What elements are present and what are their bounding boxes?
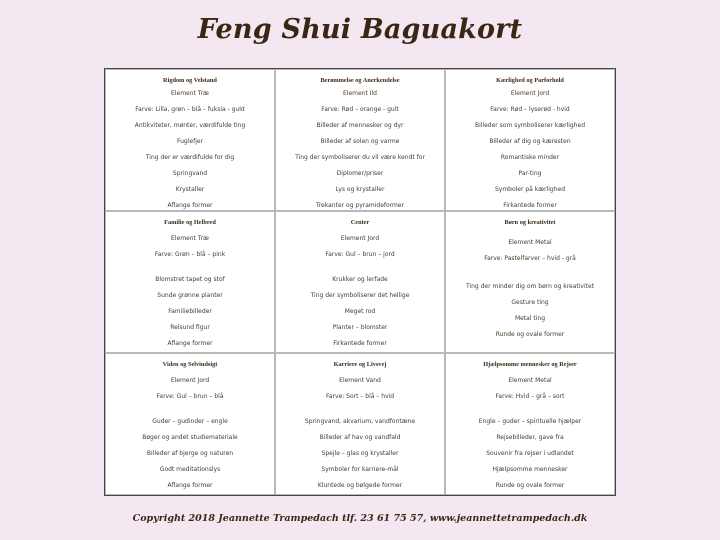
cell-item: Godt meditationslys	[159, 466, 221, 473]
bagua-cell-children	[445, 211, 615, 353]
cell-item: Runde og ovale former	[495, 482, 565, 489]
cell-item: Springvand, akvarium, vandfontæne	[304, 418, 416, 425]
cell-item: Engle – guder – spirituelle hjælper	[478, 418, 582, 425]
cell-item: Kluntede og bølgede former	[317, 482, 403, 489]
page-title: Feng Shui Baguakort	[197, 14, 523, 45]
bagua-cell-family	[105, 211, 275, 353]
cell-item: Ting der er værdifulde for dig	[145, 154, 235, 161]
cell-item: Gesture ting	[511, 299, 549, 306]
cell-item: Relsund figur	[170, 324, 210, 331]
cell-item: Billeder af dig og kæresten	[489, 138, 571, 145]
bagua-cell-helpful-people	[445, 353, 615, 495]
cell-item: Rejsebilleder, gave fra	[496, 434, 564, 441]
cell-item: Aflange former	[167, 340, 213, 347]
cell-item: Hjælpsomme mennesker	[492, 466, 568, 473]
cell-item: Guder – gudinder – engle	[152, 418, 228, 425]
cell-element: Element Træ	[171, 234, 209, 242]
cell-item: Billeder af bjerge og naturen	[146, 450, 234, 457]
cell-item: Trekanter og pyramideformer	[315, 202, 405, 209]
cell-item: Symboler for karriere-mål	[321, 466, 399, 473]
cell-item: Billeder af hav og vandfald	[319, 434, 401, 441]
cell-item: Souvenir fra rejser i udlandet	[486, 450, 574, 457]
cell-item: Planter – blomster	[332, 324, 388, 331]
cell-element: Element Træ	[171, 90, 209, 97]
cell-item: Bøger og andet studiemateriale	[142, 434, 238, 441]
cell-item: Sunde grønne planter	[157, 292, 223, 299]
cell-title: Kærlighed og Parforhold	[496, 77, 564, 84]
bagua-cell-center	[275, 211, 445, 353]
cell-title: Berømmelse og Anerkendelse	[320, 77, 400, 84]
cell-item: Symboler på kærlighed	[494, 186, 566, 193]
cell-item: Antikviteter, mønter, værdifulde ting	[134, 122, 246, 129]
cell-item: Billeder som symboliserer kærlighed	[474, 122, 586, 129]
cell-item: Diplomer/priser	[336, 170, 384, 177]
cell-item: Fuglefjer	[176, 138, 204, 145]
cell-item: Aflange former	[167, 482, 213, 489]
cell-item: Billeder af mennesker og dyr	[316, 122, 404, 129]
cell-item: Familiebilleder	[168, 308, 212, 315]
cell-item: Romantiske minder	[500, 154, 560, 161]
cell-item: Springvand	[172, 170, 208, 177]
copyright-footer: Copyright 2018 Jeannette Trampedach tlf. 23 61 75 57, www.jeannettetrampedach.dk	[132, 513, 588, 524]
cell-colors: Farve: Lilla, grøn – blå – fuksia - guld	[135, 106, 245, 113]
cell-item: Ting der symboliserer det hellige	[310, 292, 410, 299]
cell-element: Element Jord	[510, 90, 550, 97]
cell-colors: Farve: Grøn – blå – pink	[154, 250, 226, 258]
cell-element: Element Ild	[343, 90, 377, 97]
cell-colors: Farve: Gul – brun – blå	[156, 392, 224, 400]
cell-item: Metal ting	[514, 315, 546, 322]
cell-element: Element Vand	[339, 376, 381, 384]
cell-item: Spejle – glas og krystaller	[321, 450, 399, 457]
cell-title: Familie og Helbred	[164, 219, 216, 226]
cell-colors: Farve: Rød – lyserød - hvid	[490, 106, 570, 113]
cell-item: Krukker og lerfade	[332, 276, 388, 283]
cell-title: Viden og Selvindsigt	[162, 361, 218, 368]
bagua-cell-knowledge	[105, 353, 275, 495]
cell-item: Aflange former	[167, 202, 213, 209]
cell-item: Firkantede former	[503, 202, 557, 209]
cell-item: Blomstret tapet og stof	[155, 276, 225, 283]
bagua-cell-fame	[275, 69, 445, 211]
cell-colors: Farve: Pastelfarver – hvid - grå	[484, 255, 576, 262]
cell-element: Element Jord	[340, 234, 380, 242]
cell-item: Par-ting	[518, 170, 542, 177]
cell-element: Element Metal	[508, 376, 552, 384]
cell-colors: Farve: Sort – blå – hvid	[325, 392, 395, 400]
cell-colors: Farve: Rød – orange - gult	[321, 106, 399, 113]
bagua-cell-love	[445, 69, 615, 211]
cell-element: Element Jord	[170, 376, 210, 384]
cell-item: Billeder af solen og varme	[320, 138, 400, 145]
bagua-cell-wealth	[105, 69, 275, 211]
cell-item: Runde og ovale former	[495, 331, 565, 338]
cell-item: Krystaller	[175, 186, 205, 193]
cell-item: Firkantede former	[333, 340, 387, 347]
cell-title: Karriere og Livsvej	[333, 361, 387, 368]
bagua-cell-career	[275, 353, 445, 495]
cell-colors: Farve: Hvid – grå – sort	[495, 392, 565, 400]
cell-title: Center	[350, 219, 370, 226]
cell-title: Hjælpsomme mennesker og Rejser	[483, 361, 577, 368]
cell-item: Ting der symboliserer du vil være kendt for	[295, 154, 425, 161]
cell-item: Meget rod	[344, 308, 376, 315]
cell-title: Børn og kreativitet	[504, 219, 556, 226]
cell-element: Element Metal	[508, 239, 552, 246]
bagua-grid	[104, 68, 616, 496]
cell-item: Ting der minder dig om børn og kreativitet	[465, 283, 595, 290]
cell-title: Rigdom og Velstand	[163, 77, 217, 84]
cell-item: Lys og krystaller	[335, 186, 385, 193]
cell-colors: Farve: Gul – brun – jord	[325, 250, 395, 258]
